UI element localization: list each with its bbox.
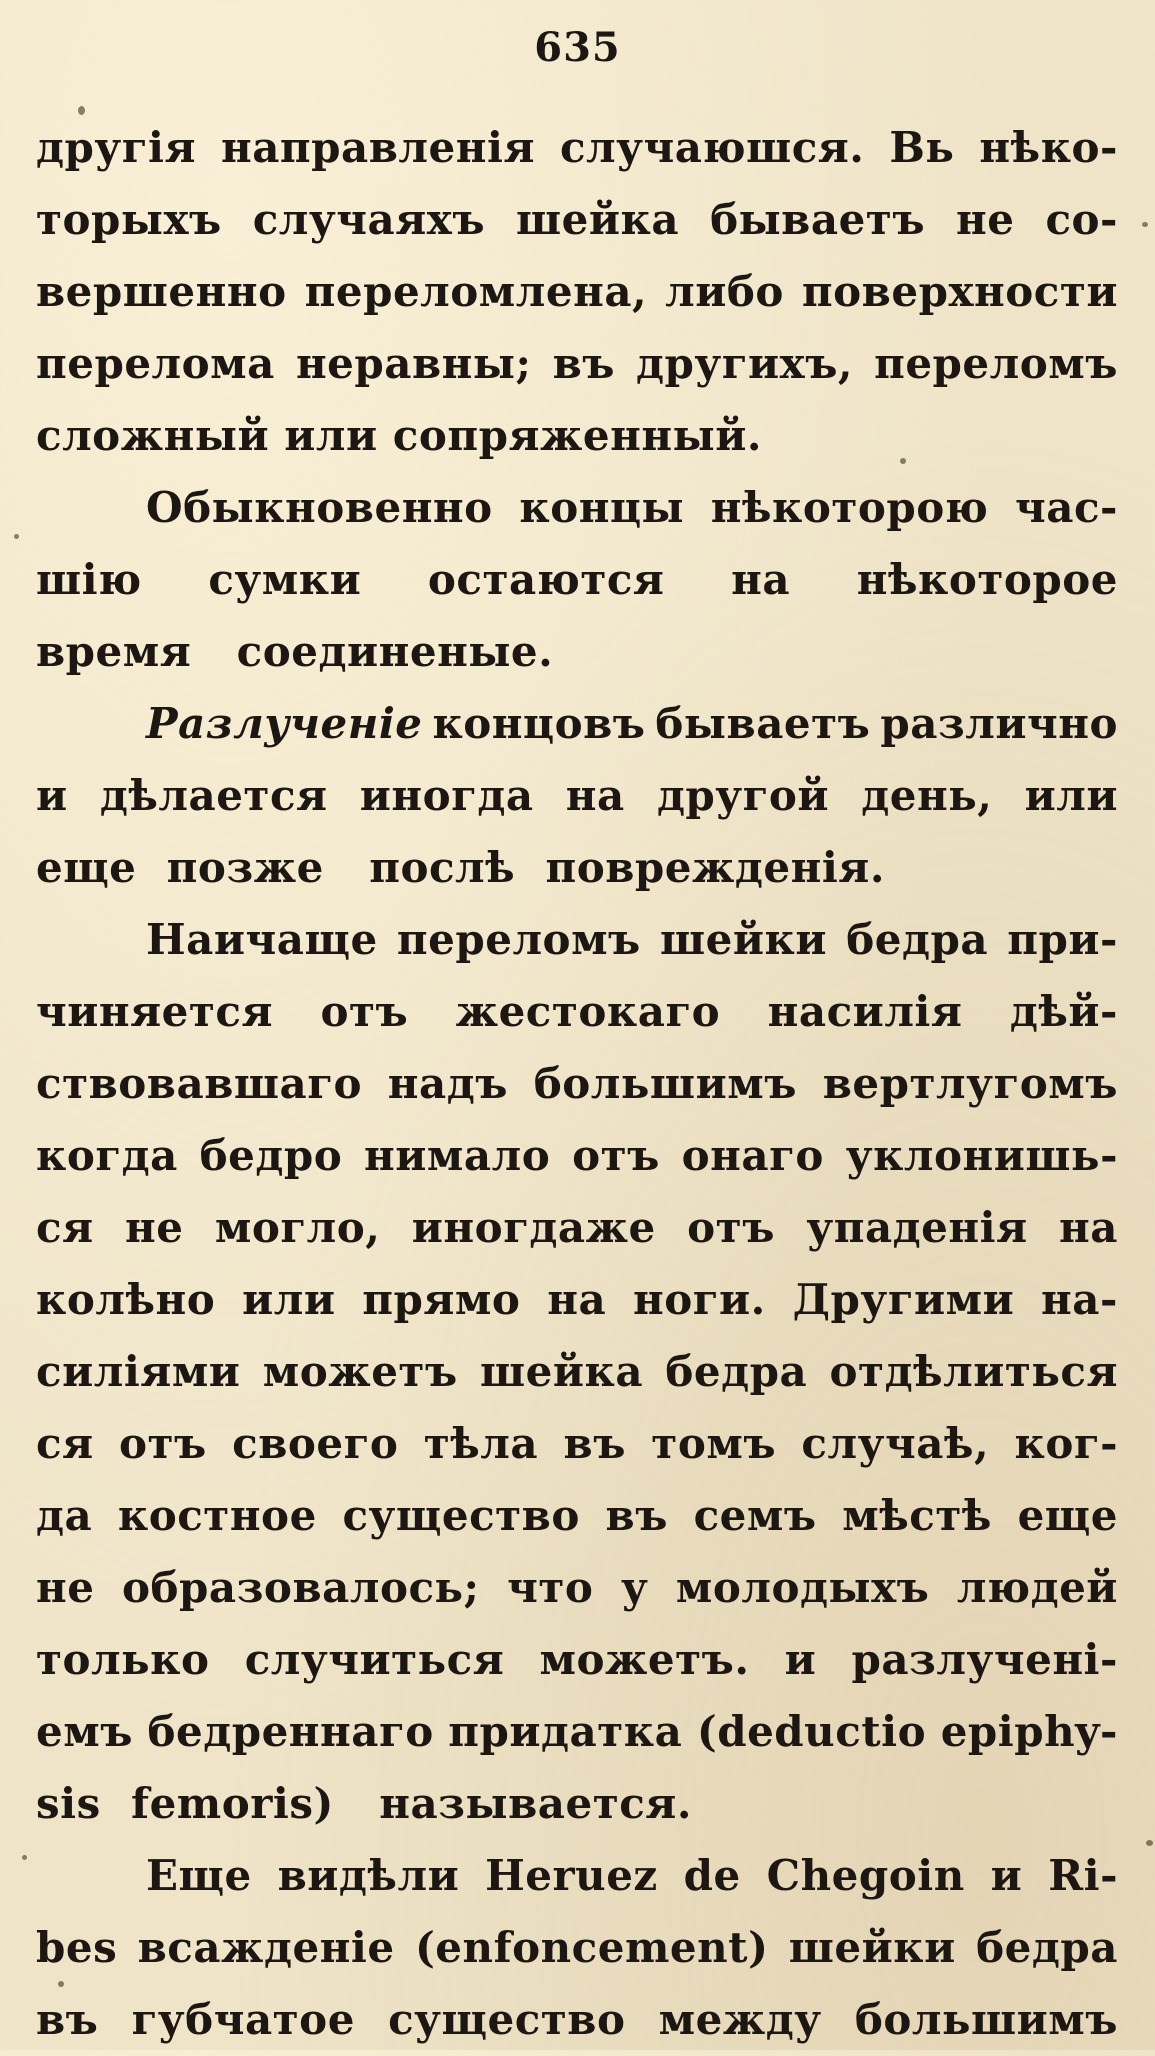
word: всажденіе (137, 1923, 395, 1972)
text-line-17 (36, 1264, 1118, 1336)
word: ся (36, 1419, 94, 1468)
word: разлученi- (851, 1635, 1118, 1684)
word: нѣко- (979, 123, 1118, 172)
word: поврежденія. (545, 843, 885, 892)
text-line-26 (36, 1912, 1118, 1984)
word: еще (36, 843, 137, 892)
ink-speck (22, 1855, 27, 1860)
word: ствовавшаго (36, 1059, 362, 1108)
word: сложный (36, 411, 270, 460)
word: шейки (660, 915, 827, 964)
word: молодыхъ (675, 1563, 930, 1612)
word: и (990, 1851, 1023, 1900)
word: когда (36, 1131, 178, 1180)
word: губчатое (131, 1995, 355, 2044)
word: онаго (681, 1131, 824, 1180)
word: отъ (320, 987, 409, 1036)
word: костное (117, 1491, 317, 1540)
emphasized-term: Разлученіе (146, 699, 423, 748)
word: чиняется (36, 987, 274, 1036)
word: томъ (651, 1419, 777, 1468)
word: (deductio (696, 1707, 927, 1756)
word: своего (232, 1419, 399, 1468)
text-line-19 (36, 1408, 1118, 1480)
word: отъ (118, 1419, 207, 1468)
word: большимъ (533, 1059, 797, 1108)
word: жестокаго (455, 987, 721, 1036)
word: либо (665, 267, 784, 316)
word: видѣли (277, 1851, 460, 1900)
word: бедра (976, 1923, 1118, 1972)
word: Обыкновенно (146, 483, 493, 532)
word: концы (519, 483, 685, 532)
word: день, (861, 771, 993, 820)
word: силіями (36, 1347, 241, 1396)
word: существо (342, 1491, 580, 1540)
text-line-8 (36, 616, 1118, 688)
word: упаденія (806, 1203, 1028, 1252)
word: могло, (214, 1203, 381, 1252)
text-line-13 (36, 976, 1118, 1048)
word: Ri- (1048, 1851, 1118, 1900)
word: надъ (387, 1059, 508, 1108)
word: вертлугомъ (822, 1059, 1118, 1108)
word: Наичаще (146, 915, 378, 964)
word: переломъ (396, 915, 641, 964)
word: случаѣ, (801, 1419, 990, 1468)
word: Chegoin (766, 1851, 965, 1900)
word: со- (1045, 195, 1118, 244)
text-line-24 (36, 1768, 1118, 1840)
text-line-12 (36, 904, 1118, 976)
word: сопряженный. (392, 411, 762, 460)
word: случаяхъ (252, 195, 486, 244)
text-line-9 (36, 688, 1118, 760)
word: Другими (792, 1275, 1015, 1324)
word: въ (605, 1491, 668, 1540)
text-line-6 (36, 472, 1118, 544)
word: время (36, 627, 192, 676)
text-line-22 (36, 1624, 1118, 1696)
word: и (36, 771, 68, 820)
word: въ (563, 1419, 626, 1468)
word: торыхъ (36, 195, 222, 244)
word: de (683, 1851, 741, 1900)
text-line-15 (36, 1120, 1118, 1192)
word: неравны; (295, 339, 532, 388)
page-number: 635 (534, 24, 621, 71)
word: bes (36, 1923, 118, 1972)
text-line-2 (36, 184, 1118, 256)
text-line-5 (36, 400, 1118, 472)
text-line-16 (36, 1192, 1118, 1264)
word: позже (166, 843, 324, 892)
ink-speck (900, 458, 906, 464)
word: остаются (427, 555, 665, 604)
word: случиться (244, 1635, 505, 1684)
word: отдѣлиться (829, 1347, 1118, 1396)
word: можетъ. (539, 1635, 750, 1684)
word: (enfoncement) (414, 1923, 769, 1972)
word: нѣкоторою (710, 483, 989, 532)
word: нѣкоторое (856, 555, 1118, 604)
word: вершенно (36, 267, 287, 316)
word: уклонишь- (845, 1131, 1118, 1180)
word: или (284, 411, 378, 460)
word: и (784, 1635, 817, 1684)
text-line-21 (36, 1552, 1118, 1624)
word: sis (36, 1779, 101, 1828)
ink-speck (14, 534, 19, 539)
word: большимъ (854, 1995, 1118, 2044)
word: femoris) (131, 1779, 334, 1828)
word: перелома (36, 339, 275, 388)
word: направленія (220, 123, 535, 172)
text-line-18 (36, 1336, 1118, 1408)
word: Еще (146, 1851, 252, 1900)
word: прямо (362, 1275, 521, 1324)
body-text (36, 112, 1118, 2056)
word: отъ (572, 1131, 660, 1180)
word: иногда (359, 771, 534, 820)
ink-speck (78, 106, 85, 115)
word: другихъ, (636, 339, 854, 388)
word: тѣла (423, 1419, 539, 1468)
word: между (658, 1995, 822, 2044)
word: въ (36, 1995, 99, 2044)
word: еще (1017, 1491, 1118, 1540)
text-line-11 (36, 832, 1118, 904)
word: при- (1007, 915, 1118, 964)
word: бываетъ (710, 195, 926, 244)
word: бедро (199, 1131, 343, 1180)
word: въ (552, 339, 615, 388)
word: шейка (516, 195, 680, 244)
word: не (125, 1203, 184, 1252)
text-line-25 (36, 1840, 1118, 1912)
word: на (565, 771, 625, 820)
word: различно (880, 699, 1118, 748)
word: бедра (846, 915, 989, 964)
word: что (507, 1563, 594, 1612)
word: насилія (767, 987, 963, 1036)
word: ноги. (633, 1275, 766, 1324)
word: емъ (36, 1707, 133, 1756)
word: можетъ (262, 1347, 458, 1396)
text-line-7 (36, 544, 1118, 616)
word: семъ (693, 1491, 817, 1540)
word: переломъ (874, 339, 1118, 388)
word: или (1024, 771, 1118, 820)
word: называется. (379, 1779, 692, 1828)
word: ся (36, 1203, 94, 1252)
word: не (956, 195, 1015, 244)
word: у (620, 1563, 649, 1612)
word: дѣй- (1009, 987, 1118, 1036)
word: переломлена, (304, 267, 648, 316)
word: шейки (788, 1923, 956, 1972)
word: на (731, 555, 791, 604)
word: нимало (364, 1131, 551, 1180)
word: бедреннаго (147, 1707, 434, 1756)
word: на (547, 1275, 607, 1324)
ink-speck (1146, 1840, 1153, 1846)
word: epiphy- (940, 1707, 1118, 1756)
word: колѣно (36, 1275, 216, 1324)
word: концовъ (432, 699, 646, 748)
word: час- (1015, 483, 1118, 532)
word: образовалось; (122, 1563, 480, 1612)
word: поверхности (801, 267, 1118, 316)
word: людей (956, 1563, 1118, 1612)
word: послѣ (369, 843, 516, 892)
word: сумки (208, 555, 362, 604)
word: не (36, 1563, 95, 1612)
word: шейка (480, 1347, 644, 1396)
ink-speck (58, 1981, 64, 1987)
word: только (36, 1635, 210, 1684)
text-line-20 (36, 1480, 1118, 1552)
word: бедра (665, 1347, 808, 1396)
text-line-1 (36, 112, 1118, 184)
text-line-14 (36, 1048, 1118, 1120)
word: другой (656, 771, 830, 820)
word: отъ (687, 1203, 775, 1252)
word: мѣстѣ (842, 1491, 992, 1540)
word: Heruez (485, 1851, 658, 1900)
ink-speck (1142, 222, 1148, 227)
word: случаюшся. (559, 123, 865, 172)
word: соединеные. (236, 627, 554, 676)
text-line-27 (36, 1984, 1118, 2056)
word: другія (36, 123, 196, 172)
word: иногдаже (411, 1203, 656, 1252)
word: или (242, 1275, 336, 1324)
text-line-10 (36, 760, 1118, 832)
word: на (1059, 1203, 1118, 1252)
word: существо (388, 1995, 626, 2044)
word: да (36, 1491, 93, 1540)
word: на- (1041, 1275, 1118, 1324)
text-line-4 (36, 328, 1118, 400)
word: ког- (1014, 1419, 1118, 1468)
word: бываетъ (655, 699, 871, 748)
word: дѣлается (99, 771, 328, 820)
word: придатка (448, 1707, 683, 1756)
word: шію (36, 555, 142, 604)
text-line-3 (36, 256, 1118, 328)
text-line-23 (36, 1696, 1118, 1768)
word: Вь (889, 123, 955, 172)
